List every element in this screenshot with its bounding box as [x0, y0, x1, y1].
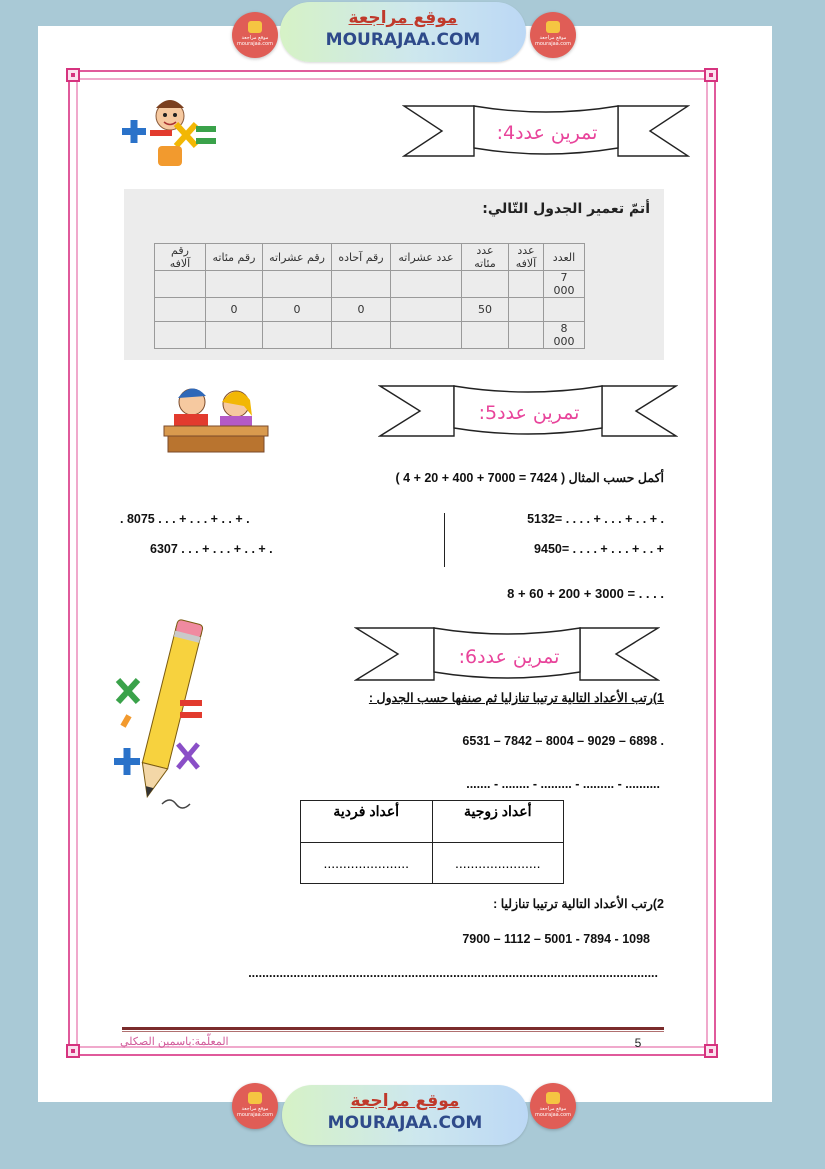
table-header: عدد عشراته [391, 244, 462, 271]
ex5-left-line-2[interactable]: 6307 . . . + . . . + . . + . [150, 542, 273, 556]
logo-text-en: mourajaa.com [236, 41, 273, 47]
table-header: عدد آلافه [509, 244, 544, 271]
page-number: 5 [634, 1036, 642, 1050]
logo-text-en: mourajaa.com [534, 41, 571, 47]
odd-numbers-header: أعداد فردية [301, 801, 433, 843]
table-row [155, 271, 585, 298]
math-kid-icon [118, 94, 218, 174]
site-logo-top-left[interactable] [232, 12, 278, 58]
even-numbers-cell[interactable]: ...................... [432, 843, 564, 884]
ex6-question-2: 2)رتب الأعداد التالية ترتيبا تنازليا : [493, 897, 664, 911]
footer-rule [122, 1027, 664, 1030]
odd-numbers-cell[interactable]: ...................... [301, 843, 433, 884]
table-row [155, 322, 585, 349]
table-cell[interactable] [509, 322, 544, 349]
table-cell: 8 000 [544, 322, 585, 349]
logo-text-en: mourajaa.com [236, 1112, 273, 1118]
ex5-last-line[interactable]: 8 + 60 + 200 + 3000 = . . . . [507, 586, 664, 601]
table-cell[interactable] [155, 271, 206, 298]
table-cell[interactable] [206, 322, 263, 349]
table-cell[interactable] [332, 322, 391, 349]
corner-ornament-icon [66, 68, 80, 82]
logo-text-ar: موقع مراجعة [241, 1106, 269, 1112]
table-header: العدد [544, 244, 585, 271]
ex6-q2-answer-line[interactable]: ...................................................................................................................... [248, 966, 658, 980]
site-name-en: MOURAJAA.COM [327, 1113, 483, 1133]
table-cell[interactable] [391, 322, 462, 349]
site-logo-bottom-right[interactable] [530, 1083, 576, 1129]
table-header: عدد مئاته [462, 244, 509, 271]
table-header: رقم آلافه [155, 244, 206, 271]
table-cell[interactable] [462, 322, 509, 349]
corner-ornament-icon [704, 1044, 718, 1058]
table-cell[interactable] [462, 271, 509, 298]
table-cell: 0 [332, 298, 391, 322]
ex5-title: تمرين عدد5: [478, 402, 580, 424]
table-row [155, 298, 585, 322]
ex6-title: تمرين عدد6: [458, 646, 560, 668]
table-row [301, 843, 564, 884]
table-cell[interactable] [509, 298, 544, 322]
table-header: رقم آحاده [332, 244, 391, 271]
ex4-scanned-table [124, 189, 664, 360]
table-cell[interactable] [263, 271, 332, 298]
book-icon [546, 1092, 560, 1104]
logo-text-ar: موقع مراجعة [539, 35, 567, 41]
ex4-title: تمرين عدد4: [496, 122, 598, 144]
table-cell[interactable] [509, 271, 544, 298]
site-name-ar: موقع مراجعة [348, 8, 458, 28]
corner-ornament-icon [66, 1044, 80, 1058]
ex5-left-line-1[interactable]: . 8075 . . . + . . . + . . + . [120, 512, 250, 526]
table-cell[interactable] [206, 271, 263, 298]
ex4-instruction: أتمّ تعمير الجدول التّالي: [482, 201, 650, 217]
book-icon [248, 21, 262, 33]
table-cell[interactable] [544, 298, 585, 322]
table-cell: 0 [263, 298, 332, 322]
site-badge-top[interactable] [280, 2, 526, 62]
table-cell: 7 000 [544, 271, 585, 298]
table-header: رقم عشراته [263, 244, 332, 271]
ex6-question-1: 1)رتب الأعداد التالية ترتيبا تنازليا ثم صنفها حسب الجدول : [368, 691, 664, 705]
column-divider [444, 513, 445, 567]
corner-ornament-icon [704, 68, 718, 82]
table-cell[interactable] [155, 298, 206, 322]
table-cell: 0 [206, 298, 263, 322]
logo-text-ar: موقع مراجعة [539, 1106, 567, 1112]
site-name-ar: موقع مراجعة [350, 1091, 460, 1111]
table-header: رقم مئاته [206, 244, 263, 271]
ex5-right-line-2[interactable]: 9450= . . . . + . . . + . . + [534, 542, 664, 556]
footer-rule-thin [122, 1031, 664, 1032]
table-cell[interactable] [263, 322, 332, 349]
kids-at-desk-icon [156, 380, 274, 456]
table-header-row [301, 801, 564, 843]
place-value-table [154, 243, 585, 349]
even-numbers-header: أعداد زوجية [432, 801, 564, 843]
table-cell[interactable] [332, 271, 391, 298]
book-icon [546, 21, 560, 33]
ex6-q1-answer-line[interactable]: ....... - ........ - ......... - ......... - .......... [466, 777, 660, 791]
logo-text-ar: موقع مراجعة [241, 35, 269, 41]
ex6-q1-numbers: 6531 – 7842 – 8004 – 9029 – 6898 . [462, 734, 664, 748]
ex5-instruction: أكمل حسب المثال ( 7424 = 7000 + 400 + 20 + 4 ) [395, 471, 664, 485]
teacher-name: المعلّمة:ياسمين الصكلي [120, 1036, 229, 1048]
table-cell[interactable] [155, 322, 206, 349]
ex5-title-ribbon [378, 384, 678, 440]
table-cell[interactable] [391, 271, 462, 298]
table-header-row [155, 244, 585, 271]
table-cell[interactable] [391, 298, 462, 322]
ex5-right-line-1[interactable]: 5132= . . . . + . . . + . . + . [527, 512, 664, 526]
site-name-en: MOURAJAA.COM [325, 30, 481, 50]
ex4-title-ribbon [402, 104, 690, 160]
table-cell: 50 [462, 298, 509, 322]
site-badge-bottom[interactable] [282, 1085, 528, 1145]
site-logo-bottom-left[interactable] [232, 1083, 278, 1129]
logo-text-en: mourajaa.com [534, 1112, 571, 1118]
book-icon [248, 1092, 262, 1104]
ex6-title-ribbon [354, 626, 660, 684]
ex6-q2-numbers: 7900 – 1112 – 5001 - 7894 - 1098 [462, 932, 650, 946]
pencil-math-icon [110, 618, 210, 814]
site-logo-top-right[interactable] [530, 12, 576, 58]
even-odd-table [300, 800, 564, 884]
